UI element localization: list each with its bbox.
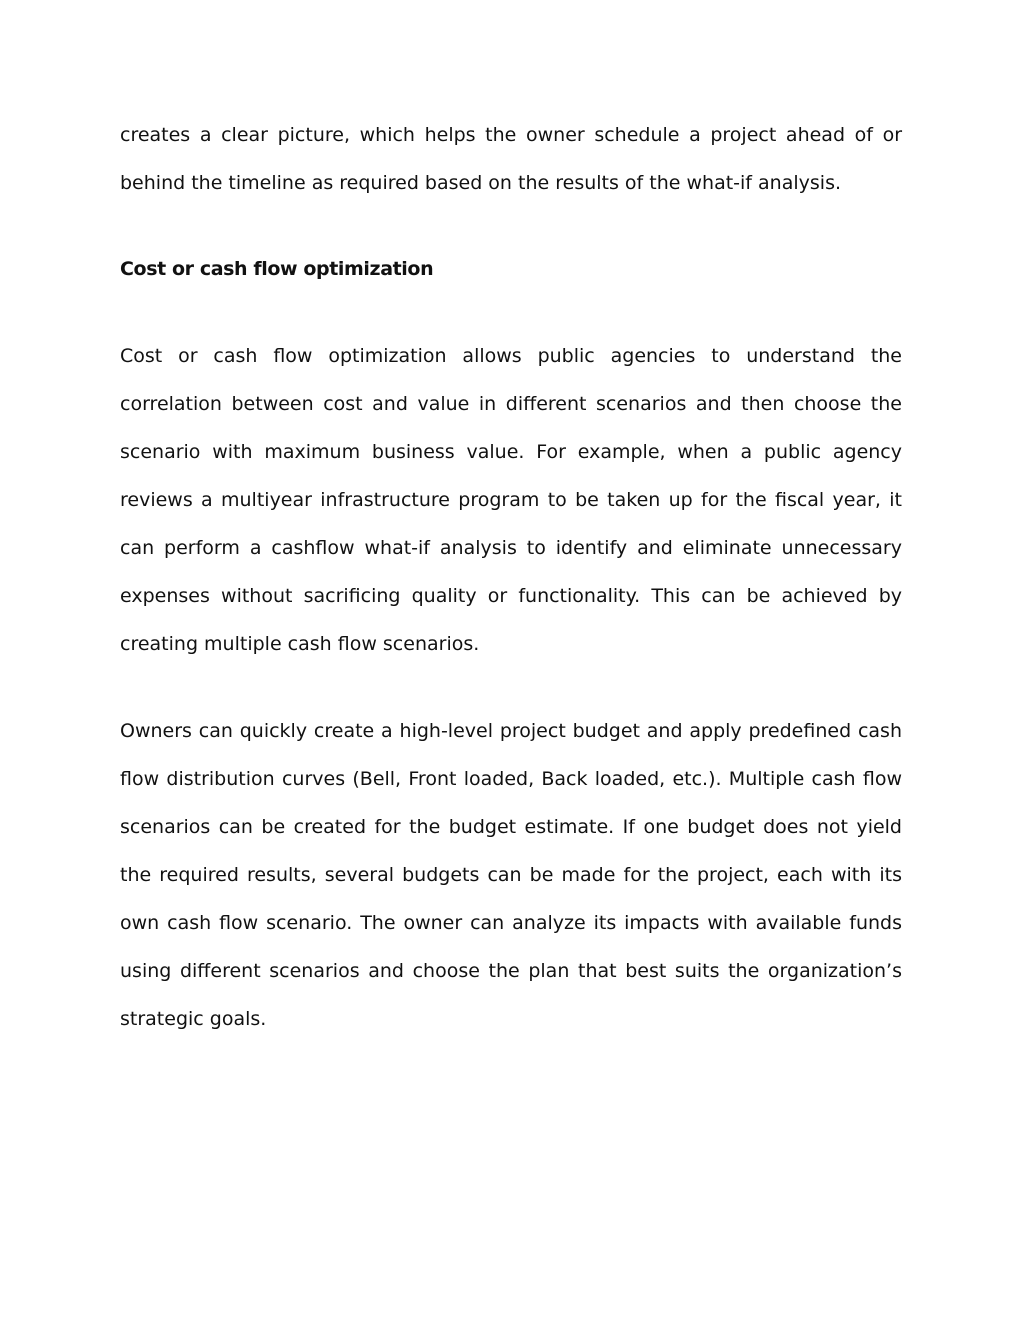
spacer bbox=[120, 293, 902, 332]
spacer bbox=[120, 668, 902, 707]
body-paragraph-2: Owners can quickly create a high-level project budget and apply predefined cash flow distribution curves (Bell, Front loaded, Back loaded, etc.). Multiple cash flow scenarios can be created for the budget estimate. If one budget does not yield the required results, several budgets can be made for the project, each with its own cash flow scenario. The owner can analyze its impacts with available funds using different scenarios and choose the plan that best suits the organization’s strategic goals. bbox=[120, 720, 902, 1030]
body-paragraph-1: Cost or cash flow optimization allows public agencies to understand the correlation between cost and value in different scenarios and then choose the scenario with maximum business value. For example, when a public agency reviews a multiyear infrastructure program to be taken up for the fiscal year, it can perform a cashflow what-if analysis to identify and eliminate unnecessary expenses without sacrificing quality or functionality. This can be achieved by creating multiple cash flow scenarios. bbox=[120, 345, 902, 655]
intro-paragraph: creates a clear picture, which helps the owner schedule a project ahead of or behind the timeline as required based on the results of the what-if analysis. bbox=[120, 124, 902, 194]
document-page bbox=[120, 111, 902, 1043]
spacer bbox=[120, 207, 902, 245]
section-heading: Cost or cash flow optimization bbox=[120, 258, 434, 280]
